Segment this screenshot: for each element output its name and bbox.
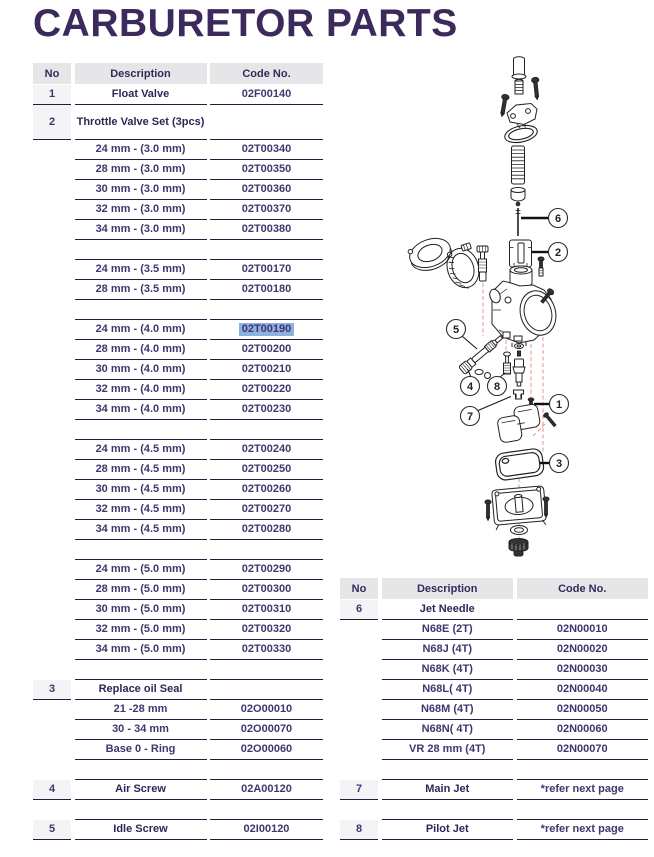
row-code-cell — [210, 800, 323, 820]
row-no-cell — [340, 800, 378, 820]
table-row — [33, 540, 323, 560]
table-row — [33, 340, 323, 360]
table-row — [340, 640, 648, 660]
row-description-cell: Throttle Valve Set (3pcs) — [75, 105, 207, 140]
row-description-cell: Jet Needle — [382, 600, 514, 620]
float-assembly — [495, 403, 557, 443]
row-no-cell: 1 — [33, 85, 71, 105]
float-bowl — [485, 486, 549, 535]
table-row — [33, 700, 323, 720]
row-no-cell: 2 — [33, 105, 71, 140]
row-no-cell — [33, 160, 71, 180]
row-no-cell — [33, 140, 71, 160]
table-row — [33, 460, 323, 480]
table-row — [33, 160, 323, 180]
table-row — [33, 220, 323, 240]
drain-plug — [509, 539, 528, 557]
col-header-description: Description — [75, 63, 207, 84]
row-description-cell: Replace oil Seal — [75, 680, 207, 700]
table-row — [33, 560, 323, 580]
row-no-cell — [33, 740, 71, 760]
row-no-cell — [340, 740, 378, 760]
row-description-cell: 24 mm - (3.5 mm) — [75, 260, 207, 280]
table-row — [33, 660, 323, 680]
row-description-cell: 30 mm - (4.0 mm) — [75, 360, 207, 380]
row-code-cell: 02N00070 — [517, 740, 649, 760]
table-body — [340, 600, 648, 840]
svg-text:8: 8 — [493, 380, 501, 393]
row-code-cell — [210, 420, 323, 440]
row-code-cell: 02T00380 — [210, 220, 323, 240]
row-description-cell: 32 mm - (4.5 mm) — [75, 500, 207, 520]
table-row — [340, 820, 648, 840]
row-description-cell: 30 mm - (5.0 mm) — [75, 600, 207, 620]
row-code-cell: 02N00020 — [517, 640, 649, 660]
table-row — [33, 240, 323, 260]
table-row — [33, 440, 323, 460]
col-header-no: No — [33, 63, 71, 84]
table-row — [33, 380, 323, 400]
row-description-cell: Air Screw — [75, 780, 207, 800]
col-header-no: No — [340, 578, 378, 599]
row-code-cell: 02T00360 — [210, 180, 323, 200]
row-no-cell: 8 — [340, 820, 378, 840]
row-no-cell: 6 — [340, 600, 378, 620]
row-description-cell: 34 mm - (5.0 mm) — [75, 640, 207, 660]
row-code-cell: 02F00140 — [210, 85, 323, 105]
row-description-cell: 34 mm - (3.0 mm) — [75, 220, 207, 240]
row-description-cell: N68N( 4T) — [382, 720, 514, 740]
table-row — [33, 140, 323, 160]
air-screw-washers — [475, 369, 491, 378]
parts-table-right — [340, 578, 648, 840]
table-row — [340, 780, 648, 800]
table-row — [340, 600, 648, 620]
table-row — [340, 740, 648, 760]
row-no-cell — [33, 540, 71, 560]
bowl-gasket — [494, 448, 544, 481]
row-description-cell: 30 - 34 mm — [75, 720, 207, 740]
row-code-cell — [517, 800, 649, 820]
svg-text:3: 3 — [555, 457, 563, 470]
table-row — [33, 620, 323, 640]
row-description-cell — [382, 800, 514, 820]
table-row — [33, 640, 323, 660]
row-no-cell — [33, 640, 71, 660]
row-description-cell: 28 mm - (3.0 mm) — [75, 160, 207, 180]
row-description-cell — [382, 760, 514, 780]
row-code-cell — [210, 540, 323, 560]
row-code-cell: 02T00370 — [210, 200, 323, 220]
table-row — [340, 720, 648, 740]
throttle-spring — [511, 146, 525, 206]
table-row — [33, 600, 323, 620]
row-description-cell: Pilot Jet — [382, 820, 514, 840]
row-code-cell — [210, 300, 323, 320]
row-no-cell — [33, 320, 71, 340]
row-no-cell — [33, 360, 71, 380]
row-description-cell: 28 mm - (5.0 mm) — [75, 580, 207, 600]
row-description-cell — [75, 420, 207, 440]
row-no-cell — [340, 680, 378, 700]
row-description-cell: Idle Screw — [75, 820, 207, 840]
svg-text:6: 6 — [554, 212, 562, 225]
row-description-cell: 32 mm - (4.0 mm) — [75, 380, 207, 400]
jet-stack — [513, 344, 525, 400]
table-row — [33, 480, 323, 500]
row-code-cell — [517, 600, 649, 620]
top-cap — [507, 104, 537, 129]
row-no-cell — [33, 340, 71, 360]
row-no-cell — [340, 720, 378, 740]
row-description-cell: 24 mm - (4.0 mm) — [75, 320, 207, 340]
row-description-cell: 30 mm - (4.5 mm) — [75, 480, 207, 500]
jet-needle-part — [516, 208, 521, 236]
row-description-cell: 32 mm - (5.0 mm) — [75, 620, 207, 640]
cap-gasket — [503, 123, 539, 146]
row-no-cell — [33, 200, 71, 220]
row-description-cell: VR 28 mm (4T) — [382, 740, 514, 760]
row-no-cell — [33, 620, 71, 640]
table-row — [33, 500, 323, 520]
callout-8 — [488, 377, 507, 396]
row-no-cell — [33, 460, 71, 480]
row-code-cell: 02N00010 — [517, 620, 649, 640]
svg-text:1: 1 — [555, 398, 563, 411]
row-code-cell: 02T00170 — [210, 260, 323, 280]
table-row — [33, 520, 323, 540]
row-no-cell — [33, 560, 71, 580]
table-row — [33, 200, 323, 220]
row-code-cell: 02T00270 — [210, 500, 323, 520]
idle-screw-spring — [504, 352, 511, 374]
row-no-cell — [33, 400, 71, 420]
svg-text:5: 5 — [452, 323, 460, 336]
row-code-cell: 02N00050 — [517, 700, 649, 720]
row-no-cell — [33, 280, 71, 300]
row-code-cell: 02T00320 — [210, 620, 323, 640]
row-no-cell — [340, 620, 378, 640]
row-no-cell — [33, 660, 71, 680]
svg-text:4: 4 — [466, 380, 474, 393]
row-no-cell — [33, 600, 71, 620]
row-code-cell: 02T00200 — [210, 340, 323, 360]
row-description-cell: 34 mm - (4.5 mm) — [75, 520, 207, 540]
row-code-cell: 02T00260 — [210, 480, 323, 500]
row-description-cell — [75, 760, 207, 780]
row-code-cell: 02T00340 — [210, 140, 323, 160]
row-code-cell: 02T00250 — [210, 460, 323, 480]
row-description-cell: 28 mm - (3.5 mm) — [75, 280, 207, 300]
row-description-cell: Base 0 - Ring — [75, 740, 207, 760]
table-row — [340, 760, 648, 780]
table-row — [340, 660, 648, 680]
row-description-cell: N68K (4T) — [382, 660, 514, 680]
row-no-cell — [33, 720, 71, 740]
col-header-code: Code No. — [517, 578, 649, 599]
row-description-cell: Main Jet — [382, 780, 514, 800]
row-no-cell — [33, 760, 71, 780]
row-code-cell: *refer next page — [517, 780, 649, 800]
row-code-cell: 02T00350 — [210, 160, 323, 180]
row-description-cell: 24 mm - (3.0 mm) — [75, 140, 207, 160]
row-description-cell — [75, 800, 207, 820]
row-code-cell — [210, 760, 323, 780]
row-code-cell: 02O00070 — [210, 720, 323, 740]
row-code-cell: 02N00060 — [517, 720, 649, 740]
row-no-cell — [33, 440, 71, 460]
row-no-cell — [33, 800, 71, 820]
row-no-cell — [33, 300, 71, 320]
table-row — [33, 300, 323, 320]
table-row — [340, 800, 648, 820]
row-description-cell: 24 mm - (5.0 mm) — [75, 560, 207, 580]
row-description-cell: N68L( 4T) — [382, 680, 514, 700]
callout-4 — [461, 377, 480, 396]
row-code-cell: 02T00180 — [210, 280, 323, 300]
table-row — [33, 320, 323, 340]
row-description-cell: Float Valve — [75, 85, 207, 105]
parts-table-left — [33, 63, 323, 840]
row-code-cell: 02T00230 — [210, 400, 323, 420]
row-code-cell: 02N00040 — [517, 680, 649, 700]
row-no-cell — [340, 760, 378, 780]
cable-adjuster — [512, 57, 526, 94]
row-no-cell — [33, 180, 71, 200]
row-description-cell: N68J (4T) — [382, 640, 514, 660]
row-code-cell — [210, 680, 323, 700]
row-code-cell: 02O00010 — [210, 700, 323, 720]
callout-3 — [550, 454, 569, 473]
table-row — [33, 760, 323, 780]
row-no-cell — [33, 480, 71, 500]
row-description-cell — [75, 240, 207, 260]
row-no-cell: 4 — [33, 780, 71, 800]
row-no-cell — [340, 640, 378, 660]
table-row — [340, 700, 648, 720]
table-row — [33, 400, 323, 420]
row-code-cell — [210, 240, 323, 260]
row-code-cell: 02T00240 — [210, 440, 323, 460]
row-description-cell: 28 mm - (4.5 mm) — [75, 460, 207, 480]
page-title: CARBURETOR PARTS — [33, 2, 458, 45]
callout-7 — [461, 407, 480, 426]
svg-text:2: 2 — [554, 246, 562, 259]
row-no-cell — [33, 240, 71, 260]
row-code-cell: 02A00120 — [210, 780, 323, 800]
table-body — [33, 85, 323, 840]
row-no-cell — [340, 660, 378, 680]
svg-text:7: 7 — [466, 410, 474, 423]
row-description-cell — [75, 540, 207, 560]
row-no-cell: 3 — [33, 680, 71, 700]
table-row — [340, 620, 648, 640]
row-code-cell: 02T00290 — [210, 560, 323, 580]
row-description-cell: 30 mm - (3.0 mm) — [75, 180, 207, 200]
row-code-cell: 02T00280 — [210, 520, 323, 540]
col-header-description: Description — [382, 578, 514, 599]
table-row — [33, 780, 323, 800]
callout-5 — [447, 320, 466, 339]
row-code-cell: 02T00190 — [210, 320, 323, 340]
table-row — [33, 420, 323, 440]
row-code-cell — [210, 660, 323, 680]
carburetor-body — [488, 257, 561, 347]
row-code-cell: 02T00330 — [210, 640, 323, 660]
table-row — [33, 260, 323, 280]
row-code-cell: 02T00220 — [210, 380, 323, 400]
table-row — [340, 680, 648, 700]
row-code-cell — [210, 105, 323, 140]
row-description-cell: 32 mm - (3.0 mm) — [75, 200, 207, 220]
row-code-cell — [517, 760, 649, 780]
row-no-cell — [33, 420, 71, 440]
row-no-cell — [33, 380, 71, 400]
table-row — [33, 720, 323, 740]
col-header-code: Code No. — [210, 63, 323, 84]
row-description-cell: 34 mm - (4.0 mm) — [75, 400, 207, 420]
row-description-cell: N68M (4T) — [382, 700, 514, 720]
row-no-cell: 7 — [340, 780, 378, 800]
table-row — [33, 680, 323, 700]
row-no-cell — [33, 220, 71, 240]
table-row — [33, 800, 323, 820]
table-row — [33, 820, 323, 840]
table-row — [33, 85, 323, 105]
row-code-cell: 02I00120 — [210, 820, 323, 840]
callout-1 — [550, 395, 569, 414]
table-row — [33, 360, 323, 380]
row-no-cell — [33, 580, 71, 600]
carburetor-exploded-diagram — [398, 48, 654, 588]
row-no-cell: 5 — [33, 820, 71, 840]
row-description-cell: 21 -28 mm — [75, 700, 207, 720]
row-no-cell — [33, 700, 71, 720]
row-code-cell: 02N00030 — [517, 660, 649, 680]
table-row — [33, 180, 323, 200]
row-code-cell: 02T00300 — [210, 580, 323, 600]
table-row — [33, 105, 323, 140]
row-description-cell — [75, 660, 207, 680]
row-code-cell: 02T00210 — [210, 360, 323, 380]
table-row — [33, 740, 323, 760]
row-code-cell: 02T00310 — [210, 600, 323, 620]
row-description-cell: 28 mm - (4.0 mm) — [75, 340, 207, 360]
throttle-valve-part — [510, 240, 532, 267]
row-description-cell — [75, 300, 207, 320]
manifold-flange — [406, 233, 456, 276]
row-no-cell — [340, 700, 378, 720]
row-description-cell: N68E (2T) — [382, 620, 514, 640]
callout-2 — [549, 243, 568, 262]
table-row — [33, 280, 323, 300]
row-no-cell — [33, 260, 71, 280]
row-no-cell — [33, 520, 71, 540]
table-header — [33, 63, 323, 84]
row-code-cell: 02O00060 — [210, 740, 323, 760]
row-description-cell: 24 mm - (4.5 mm) — [75, 440, 207, 460]
table-row — [33, 580, 323, 600]
row-code-cell: *refer next page — [517, 820, 649, 840]
row-no-cell — [33, 500, 71, 520]
callout-6 — [549, 209, 568, 228]
